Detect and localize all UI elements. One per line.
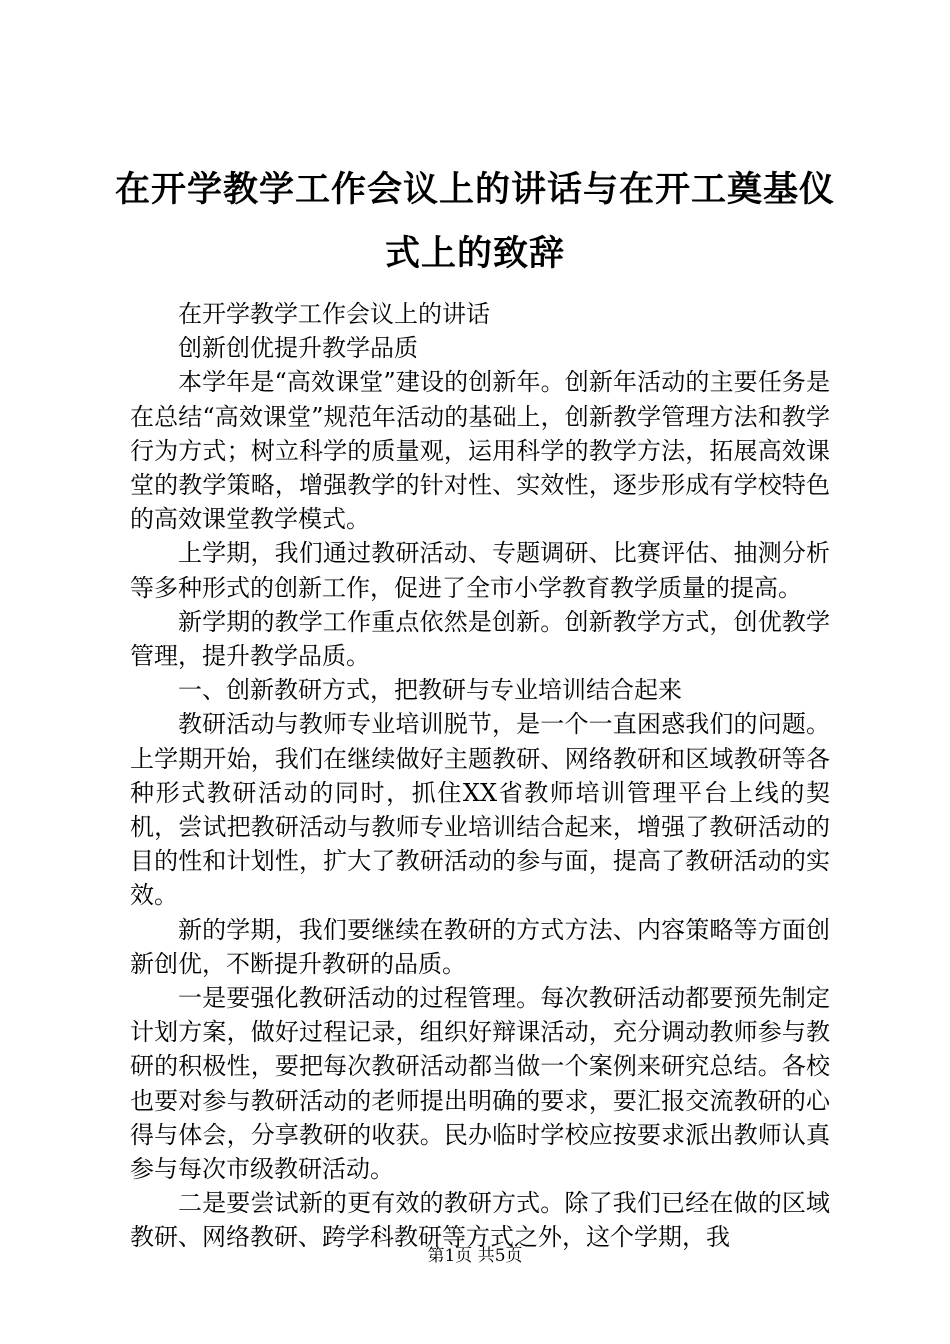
- paragraph: 教研活动与教师专业培训脱节，是一个一直困惑我们的问题。上学期开始，我们在继续做好主题教研、网络教研和区域教研等各种形式教研活动的同时，抓住XX省教师培训管理平台上线的契机，尝试把教研活动与教师专业培训结合起来，增强了教研活动的目的性和计划性，扩大了教研活动的参与面，提高了教研活动的实效。: [130, 710, 830, 910]
- paragraph: 在开学教学工作会议上的讲话: [178, 300, 490, 328]
- document-title: 在开学教学工作会议上的讲话与在开工奠基仪式上的致辞: [114, 170, 835, 274]
- paragraph: 创新创优提升教学品质: [178, 334, 418, 363]
- document-body: [130, 297, 830, 1255]
- paragraph: 上学期，我们通过教研活动、专题调研、比赛评估、抽测分析等多种形式的创新工作，促进了全市小学教育教学质量的提高。: [130, 539, 830, 602]
- paragraph: 本学年是“高效课堂”建设的创新年。创新年活动的主要任务是在总结“高效课堂”规范年活动的基础上，创新教学管理方法和教学行为方式；树立科学的质量观，运用科学的教学方法，拓展高效课堂的教学策略，增强教学的针对性、实效性，逐步形成有学校特色的高效课堂教学模式。: [130, 368, 830, 534]
- section-heading: 一、创新教研方式，把教研与专业培训结合起来: [178, 676, 682, 705]
- paragraph: 新学期的教学工作重点依然是创新。创新教学方式，创优教学管理，提升教学品质。: [130, 607, 830, 671]
- paragraph: 一是要强化教研活动的过程管理。每次教研活动都要预先制定计划方案，做好过程记录，组织好辩课活动，充分调动教师参与教研的积极性，要把每次教研活动都当做一个案例来研究总结。各校也要对参与教研活动的老师提出明确的要求，要汇报交流教研的心得与体会，分享教研的收获。民办临时学校应按要求派出教师认真参与每次市级教研活动。: [130, 984, 830, 1184]
- paragraph: 新的学期，我们要继续在教研的方式方法、内容策略等方面创新创优，不断提升教研的品质。: [130, 915, 830, 978]
- page-number-footer: 第1页 共5页: [427, 1246, 523, 1266]
- paragraph: 二是要尝试新的更有效的教研方式。除了我们已经在做的区域教研、网络教研、跨学科教研等方式之外，这个学期，我: [130, 1189, 830, 1252]
